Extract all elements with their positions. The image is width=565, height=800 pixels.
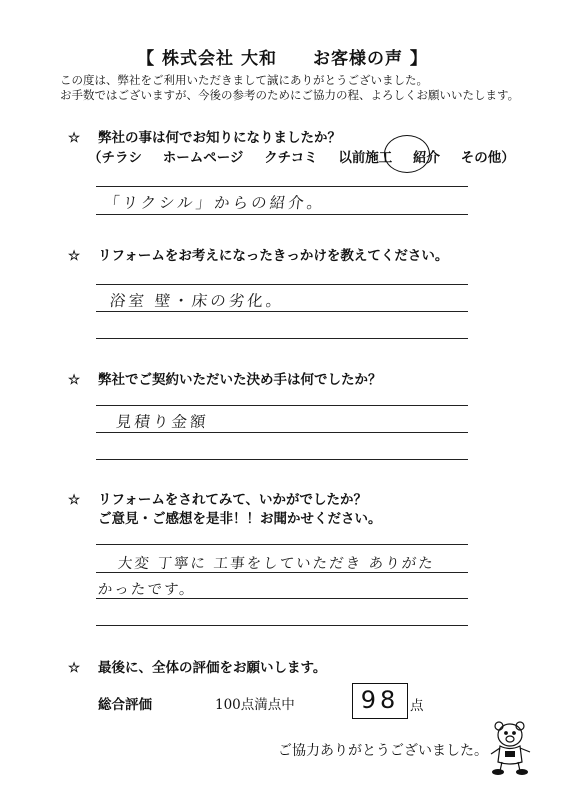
answer-line bbox=[96, 598, 468, 599]
question-1 bbox=[68, 126, 341, 146]
answer-line bbox=[96, 405, 468, 406]
star-icon: ☆ bbox=[68, 372, 81, 388]
closing-message: ご協力ありがとうございました。 bbox=[278, 743, 488, 759]
answer-line bbox=[96, 459, 468, 460]
selected-option-circle bbox=[384, 135, 430, 173]
answer-line bbox=[96, 338, 468, 339]
option-homepage: ホームページ bbox=[162, 150, 244, 166]
answer-4-text-line-2: かったです。 bbox=[97, 582, 197, 598]
intro-line-2: お手数ではございますが、今後の参考のためにご協力の程、よろしくお願いいたします。 bbox=[60, 88, 520, 102]
question-5 bbox=[68, 656, 326, 676]
intro-line-1: この度は、弊社をご利用いただきまして誠にありがとうございました。 bbox=[60, 73, 428, 87]
rating-label: 総合評価 bbox=[98, 697, 152, 713]
star-icon: ☆ bbox=[68, 130, 81, 146]
score-box bbox=[352, 683, 408, 719]
answer-line bbox=[96, 214, 468, 215]
question-4-text: リフォームをされてみて、いかがでしたか？ bbox=[98, 492, 368, 508]
answer-1-text: 「リクシル」からの紹介。 bbox=[102, 194, 327, 212]
question-1-text: 弊社の事は何でお知りになりましたか？ bbox=[98, 130, 341, 146]
rating-scale: 100点満点中 bbox=[215, 697, 295, 713]
star-icon: ☆ bbox=[68, 248, 81, 264]
question-5-text: 最後に、全体の評価をお願いします。 bbox=[98, 660, 327, 676]
question-4 bbox=[68, 488, 367, 508]
option-previous-work: 以前施工 bbox=[338, 150, 393, 166]
answer-line bbox=[96, 311, 468, 312]
mascot-bear-icon bbox=[486, 718, 536, 776]
answer-line bbox=[96, 572, 468, 573]
question-2-text: リフォームをお考えになったきっかけを教えてください。 bbox=[98, 248, 449, 264]
score-value: 98 bbox=[360, 686, 400, 714]
option-referral: 紹介 bbox=[413, 150, 441, 166]
option-other: その他） bbox=[460, 150, 515, 166]
option-flyer: （チラシ bbox=[88, 150, 142, 166]
answer-line bbox=[96, 284, 468, 285]
question-3-text: 弊社でご契約いただいた決め手は何でしたか？ bbox=[98, 372, 382, 388]
answer-line bbox=[96, 544, 468, 545]
option-word-of-mouth: クチコミ bbox=[264, 150, 318, 166]
answer-line bbox=[96, 186, 468, 187]
question-1-options bbox=[88, 146, 531, 166]
score-unit: 点 bbox=[410, 698, 424, 714]
page-title: 【 株式会社 大和 お客様の声 】 bbox=[137, 49, 428, 69]
question-3 bbox=[68, 368, 382, 388]
answer-4-text-line-1: 大変 丁寧に 工事をしていただき ありがた bbox=[117, 556, 436, 572]
star-icon: ☆ bbox=[68, 492, 81, 508]
question-2 bbox=[68, 244, 448, 264]
answer-2-text: 浴室 壁・床の劣化。 bbox=[108, 292, 286, 310]
question-4-subtext: ご意見・ご感想を是非！！お聞かせください。 bbox=[98, 511, 382, 527]
answer-line bbox=[96, 432, 468, 433]
answer-line bbox=[96, 625, 468, 626]
star-icon: ☆ bbox=[68, 660, 81, 676]
answer-3-text: 見積り金額 bbox=[114, 413, 210, 431]
